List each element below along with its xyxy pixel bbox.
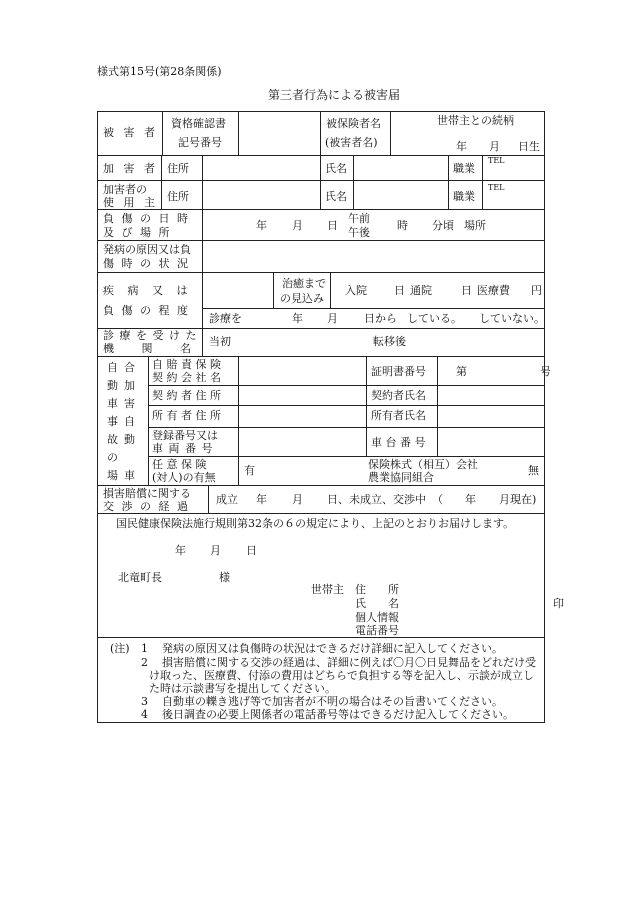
datetime-label-1: 負 傷 の 日 時 (103, 212, 190, 225)
disease-label-2: 負 傷 の 程 度 (103, 304, 190, 317)
institution-label-2: 機 関 名 (103, 342, 203, 355)
birth-month: 月 (489, 140, 500, 153)
datetime-place: 場所 (464, 219, 486, 232)
note-2-num: 2 (141, 656, 148, 669)
recovery-label-2: の見込み (280, 292, 324, 305)
birth-day: 日生 (518, 140, 540, 153)
institution-transfer: 転移後 (373, 335, 406, 348)
outpatient-label: 通院 (410, 284, 432, 297)
householder-name: 氏 名 (355, 597, 399, 610)
addressee: 北竜町長 (118, 571, 162, 584)
assailant-name-label: 氏名 (325, 162, 347, 175)
car-side-col2-0: 合 (124, 361, 135, 374)
car-side-col2-1: 加 (124, 379, 135, 392)
victim-label: 被 害 者 (103, 126, 158, 139)
note-4-num: 4 (141, 708, 148, 721)
datetime-month: 月 (292, 219, 303, 232)
assailant-job-label: 職業 (453, 162, 475, 175)
note-3-line-1: 自動車の轢き逃げ等で加害者が不明の場合はその旨書いてください。 (162, 695, 503, 708)
insurer-label-1: 自 賠 責 保 険 (152, 358, 221, 371)
cause-label-2: 傷 時 の 状 況 (103, 257, 190, 270)
yen-label: 円 (531, 284, 542, 297)
assailant-label: 加 害 者 (103, 162, 158, 175)
note-2-line-2: け取った、医療費、付添の費用はどちらで負担する等を記入し、示談が成立し (149, 669, 534, 682)
cert-no-label: 証明書番号 (371, 365, 426, 378)
note-2-line-1: 損害賠償に関する交渉の経過は、詳細に例えば〇月〇日見舞品をどれだけ受 (162, 656, 536, 669)
disease-label-1: 疾 病 又 は (103, 284, 193, 297)
privacy-label: 個人情報 (355, 611, 399, 624)
declaration-year: 年 (175, 544, 186, 557)
datetime-year: 年 (256, 219, 267, 232)
days-2: 日 (461, 284, 472, 297)
negotiation-settled: 成立 (216, 493, 238, 506)
declaration-day: 日 (246, 544, 257, 557)
treatment-from: 日から (364, 312, 397, 325)
recovery-label-1: 治癒まで (282, 277, 326, 290)
cause-label-1: 発病の原因又は負 (103, 243, 191, 256)
note-3-num: 3 (141, 695, 148, 708)
negotiation-n-year: 年 (465, 493, 476, 506)
relation-label: 世帯主との続柄 (437, 114, 514, 127)
negotiation-label-2: 交 渉 の 経 過 (103, 500, 190, 513)
treatment-label: 診療を (209, 312, 242, 325)
employer-address-label: 住所 (167, 190, 189, 203)
form-number: 様式第15号(第28条関係) (97, 65, 222, 78)
insured-label-1: 被保険者名 (326, 117, 381, 130)
householder-address: 住 所 (355, 583, 399, 596)
assailant-address-label: 住所 (167, 162, 189, 175)
car-side-col2-5: 車 (124, 469, 135, 482)
negotiation-n-month: 月現在) (499, 493, 537, 506)
reg-label-1: 登録番号又は (152, 429, 218, 442)
negotiation-paren: （ (432, 493, 443, 506)
car-side-col1-5: の (107, 451, 118, 464)
employer-label-2: 使 用 主 (103, 196, 158, 209)
datetime-label-2: 及 び 場 所 (103, 226, 172, 239)
inpatient-label: 入院 (345, 284, 367, 297)
note-2-line-3: た時は示談書写を提出してください。 (149, 682, 336, 695)
voluntary-label-1: 任 意 保 険 (152, 458, 207, 471)
voluntary-no: 無 (528, 464, 539, 477)
birth-year: 年 (456, 140, 467, 153)
car-side-col2-4: 動 (124, 433, 135, 446)
voluntary-yes: 有 (244, 464, 255, 477)
owner-name-label: 所有者氏名 (371, 409, 426, 422)
notes-label: (注) (110, 642, 130, 655)
days-1: 日 (394, 284, 405, 297)
householder-label: 世帯主 (311, 583, 344, 596)
note-1-num: 1 (141, 642, 148, 655)
phone-label: 電話番号 (355, 624, 399, 637)
insurer-label-2: 契 約 会 社 名 (152, 371, 221, 384)
note-1-line-1: 発病の原因又は負傷時の状況はできるだけ詳細に記入してください。 (162, 642, 503, 655)
addressee-sama: 様 (219, 571, 230, 584)
negotiation-month: 月 (292, 493, 303, 506)
negotiation-year: 年 (256, 493, 267, 506)
car-side-col1-0: 自 (107, 361, 118, 374)
negotiation-unsettled: 日、未成立、交渉中 (327, 493, 426, 506)
chassis-label: 車 台 番 号 (371, 436, 426, 449)
car-side-col1-2: 車 (107, 397, 118, 410)
assailant-tel-label: TEL (488, 156, 505, 165)
car-side-col2-2: 害 (124, 397, 135, 410)
cost-label: 医療費 (477, 284, 510, 297)
employer-label-1: 加害者の (103, 183, 147, 196)
contractor-addr-label: 契 約 者 住 所 (152, 389, 221, 402)
institution-label-1: 診 療 を 受 け た (103, 329, 198, 342)
declaration-text: 国民健康保険法施行規則第32条の６の規定により、上記のとおりお届けします。 (116, 517, 515, 530)
car-side-col2-3: 自 (124, 415, 135, 428)
car-side-col1-3: 事 (107, 415, 118, 428)
insurer-company-2: 農業協同組合 (368, 471, 434, 484)
datetime-am: 午前 (348, 212, 370, 225)
reg-label-2: 車 両 番 号 (152, 442, 214, 455)
cert-label-1: 資格確認書 (171, 117, 226, 130)
employer-tel-label: TEL (488, 183, 505, 192)
datetime-minute: 分頃 (432, 219, 454, 232)
datetime-pm: 午後 (348, 226, 370, 239)
employer-job-label: 職業 (453, 190, 475, 203)
datetime-day: 日 (327, 219, 338, 232)
car-side-col1-1: 動 (107, 379, 118, 392)
seal-mark: 印 (553, 597, 564, 610)
insured-label-2: (被害者名) (325, 136, 378, 149)
owner-addr-label: 所 有 者 住 所 (152, 409, 221, 422)
voluntary-label-2: (対人)の有無 (152, 471, 216, 484)
institution-initial: 当初 (209, 335, 231, 348)
car-side-col1-6: 場 (107, 469, 118, 482)
declaration-month: 月 (210, 544, 221, 557)
cert-go: 号 (540, 365, 551, 378)
car-side-col1-4: 故 (107, 433, 118, 446)
cert-label-2: 記号番号 (178, 136, 222, 149)
treatment-not-doing: していない。 (479, 312, 545, 325)
treatment-year: 年 (292, 312, 303, 325)
cert-dai: 第 (456, 365, 467, 378)
negotiation-label-1: 損害賠償に関する (103, 487, 191, 500)
contractor-name-label: 契約者氏名 (371, 389, 426, 402)
employer-name-label: 氏名 (325, 190, 347, 203)
form-title: 第三者行為による被害届 (268, 88, 401, 102)
treatment-month: 月 (327, 312, 338, 325)
note-4-line-1: 後日調査の必要上関係者の電話番号等はできるだけ記入してください。 (162, 708, 514, 721)
datetime-hour: 時 (397, 219, 408, 232)
treatment-doing: している。 (407, 312, 462, 325)
insurer-company-1: 保険株式（相互）会社 (368, 458, 478, 471)
